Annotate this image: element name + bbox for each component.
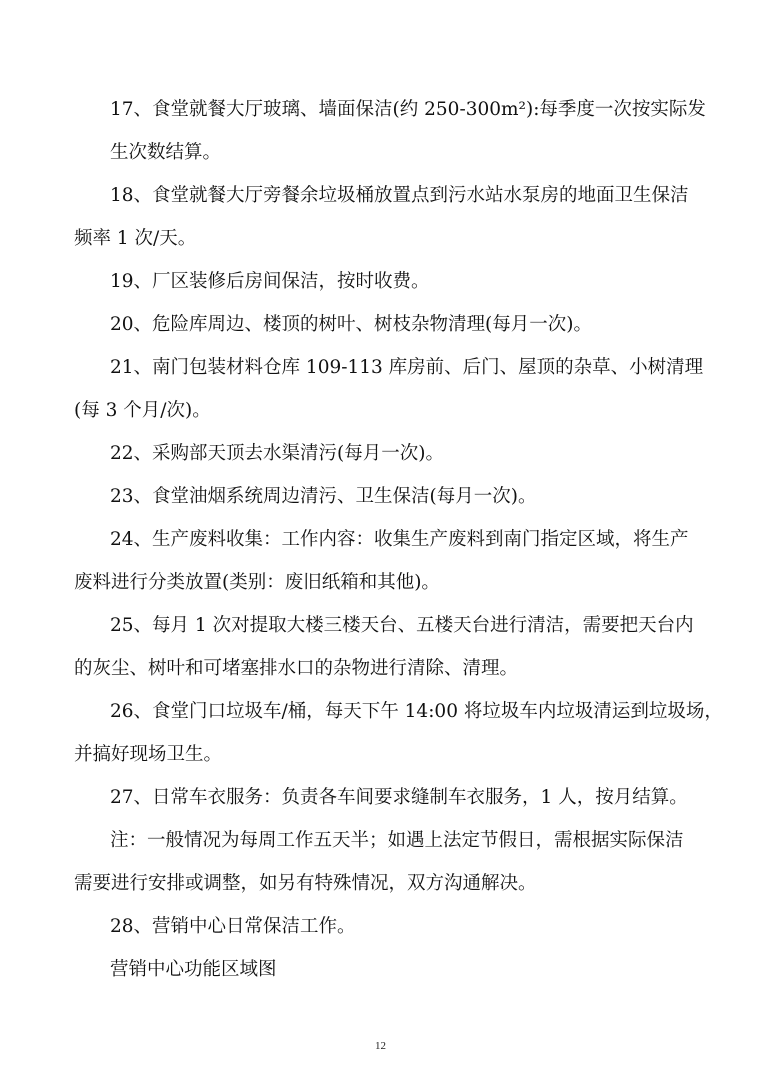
item-20 xyxy=(74,303,694,346)
item-25 xyxy=(74,604,694,690)
page-number: 12 xyxy=(375,1040,386,1052)
item-22 xyxy=(74,432,694,475)
item-18-line-1: 18、食堂就餐大厅旁餐余垃圾桶放置点到污水站水泵房的地面卫生保洁 xyxy=(110,185,689,206)
item-24-line-2: 废料进行分类放置(类别：废旧纸箱和其他)。 xyxy=(74,572,440,593)
item-22-line-1: 22、采购部天顶去水渠清污(每月一次)。 xyxy=(110,443,444,464)
item-27 xyxy=(74,776,694,819)
item-28 xyxy=(74,905,694,948)
item-19-line-1: 19、厂区装修后房间保洁，按时收费。 xyxy=(110,271,430,292)
item-26 xyxy=(74,690,723,776)
item-18 xyxy=(74,174,694,260)
item-26-line-1: 26、食堂门口垃圾车/桶，每天下午 14:00 将垃圾车内垃圾清运到垃圾场， xyxy=(110,701,723,722)
item-24 xyxy=(74,518,694,604)
note-line-1: 注：一般情况为每周工作五天半；如遇上法定节假日，需根据实际保洁 xyxy=(110,830,684,851)
item-28-line-1: 28、营销中心日常保洁工作。 xyxy=(110,916,356,937)
note-line-2: 需要进行安排或调整，如另有特殊情况，双方沟通解决。 xyxy=(74,873,537,894)
item-21-line-1: 21、南门包装材料仓库 109-113 库房前、后门、屋顶的杂草、小树清理 xyxy=(110,357,704,378)
item-18-line-2: 频率 1 次/天。 xyxy=(74,228,197,249)
item-24-line-1: 24、生产废料收集：工作内容：收集生产废料到南门指定区域，将生产 xyxy=(110,529,689,550)
item-27-line-1: 27、日常车衣服务：负责各车间要求缝制车衣服务，1 人，按月结算。 xyxy=(110,787,688,808)
item-17 xyxy=(74,88,706,174)
item-23 xyxy=(74,475,694,518)
note xyxy=(74,819,694,905)
figure-caption-line: 营销中心功能区域图 xyxy=(110,959,277,980)
item-23-line-1: 23、食堂油烟系统周边清污、卫生保洁(每月一次)。 xyxy=(110,486,537,507)
item-26-line-2: 并搞好现场卫生。 xyxy=(74,744,223,765)
item-21 xyxy=(74,346,704,432)
item-19 xyxy=(74,260,694,303)
item-17-line-2: 生次数结算。 xyxy=(110,142,222,163)
item-21-line-2: (每 3 个月/次)。 xyxy=(74,400,211,421)
item-17-line-1: 17、食堂就餐大厅玻璃、墙面保洁(约 250-300m²):每季度一次按实际发 xyxy=(110,99,706,120)
figure-caption xyxy=(74,948,694,991)
item-25-line-2: 的灰尘、树叶和可堵塞排水口的杂物进行清除、清理。 xyxy=(74,658,519,679)
item-20-line-1: 20、危险库周边、楼顶的树叶、树枝杂物清理(每月一次)。 xyxy=(110,314,592,335)
item-25-line-1: 25、每月 1 次对提取大楼三楼天台、五楼天台进行清洁，需要把天台内 xyxy=(110,615,694,636)
